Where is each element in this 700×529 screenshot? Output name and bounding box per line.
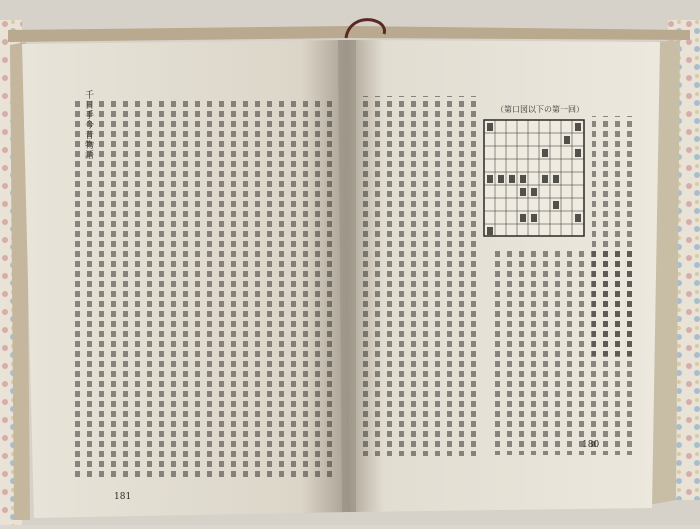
right-page-text-block-lower (490, 250, 632, 455)
right-page-text-block-left (360, 96, 480, 456)
diagram-caption: （第口図以下の第一回） (496, 105, 584, 114)
right-page-number: 180 (582, 440, 600, 450)
left-page-running-head: 千日手今昔物語 (83, 90, 93, 160)
left-page-text-block (70, 100, 332, 480)
left-page-number: 181 (114, 492, 132, 502)
shogi-board-diagram (484, 120, 584, 236)
